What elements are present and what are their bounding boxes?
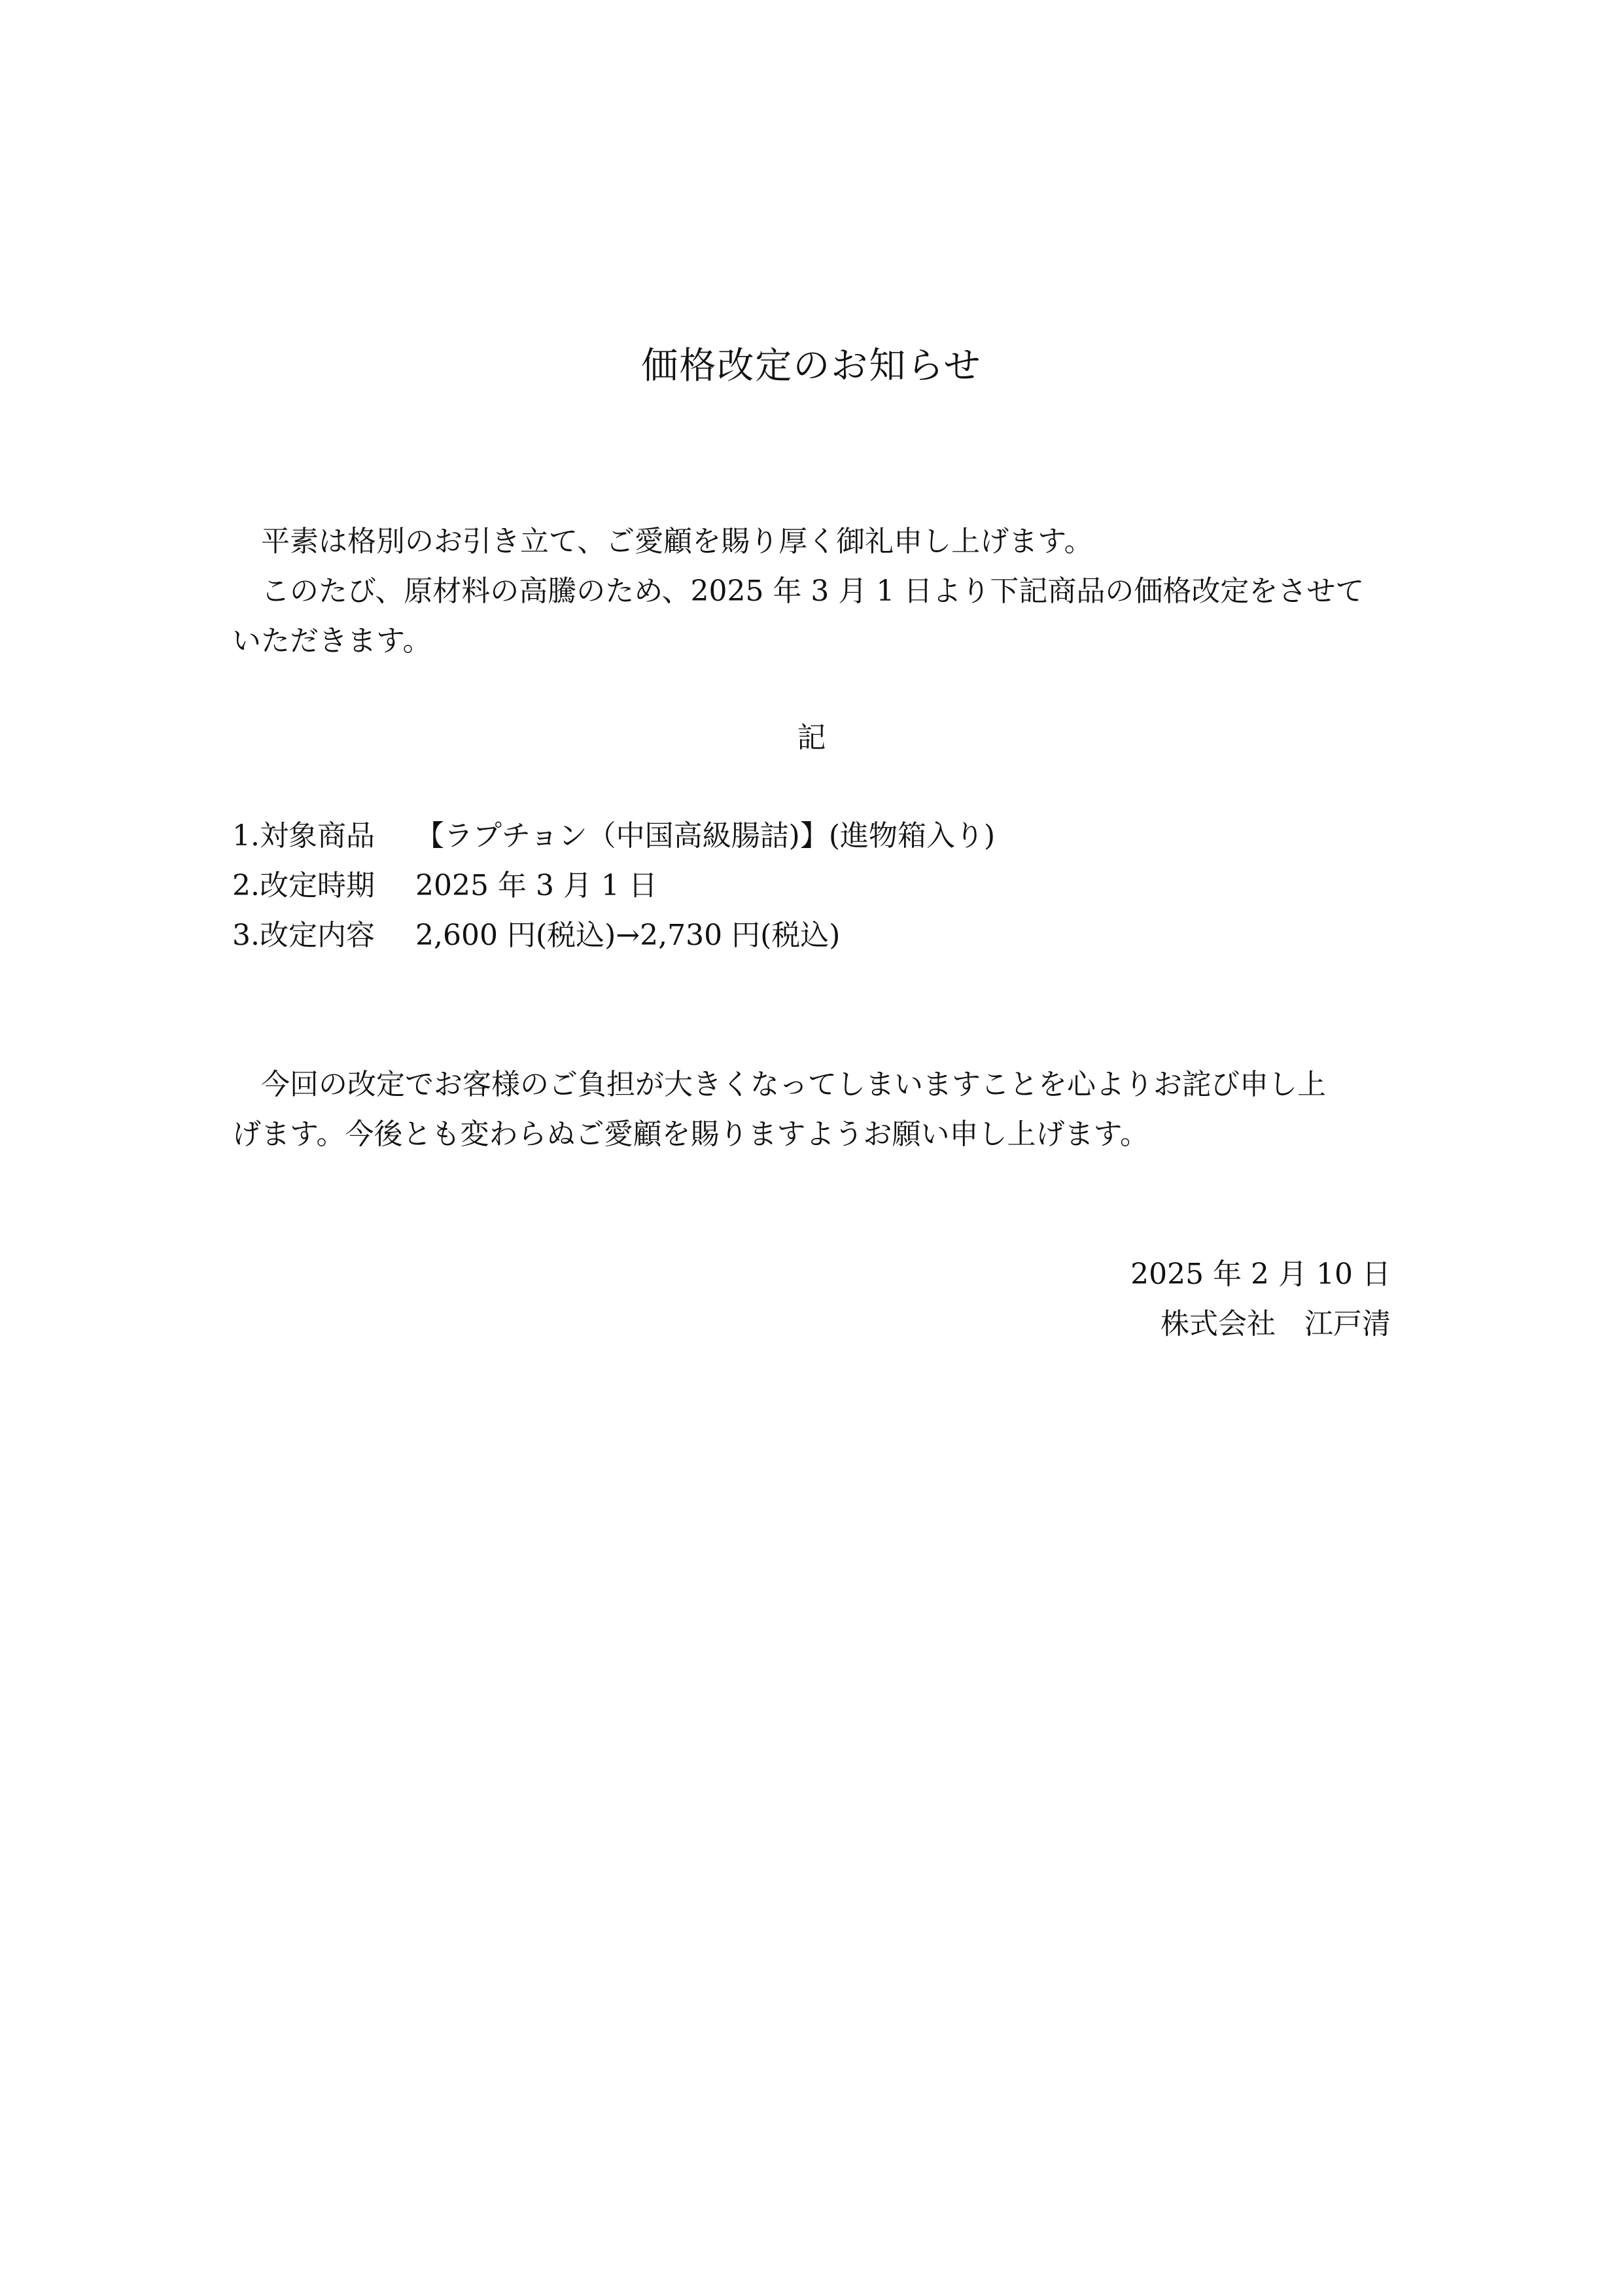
item-value: 【ラプチョン（中国高級腸詰)】(進物箱入り) [415,819,996,853]
issue-date: 2025 年 2 月 10 日 [1130,1258,1391,1291]
ki-heading: 記 [797,721,826,754]
item-label: 2.改定時期 [232,869,375,902]
item-value: 2,600 円(税込)→2,730 円(税込) [415,919,841,952]
closing-block [1130,1250,1391,1349]
apology-line: 今回の改定でお客様のご負担が大きくなってしまいますことを心よりお詫び申し上 [261,1068,1326,1101]
apology-paragraph [232,1060,1410,1159]
list-item [232,811,995,861]
greeting-paragraph [232,517,1410,666]
company-name: 株式会社 江戸清 [1161,1307,1391,1341]
greeting-line: このたび、原材料の高騰のため、2025 年 3 月 1 日より下記商品の価格改定をさせて [261,574,1365,608]
list-item [232,911,995,961]
apology-line: げます。今後とも変わらぬご愛顧を賜りますようお願い申し上げます。 [232,1118,1149,1151]
greeting-line: いただきます。 [232,624,432,658]
item-list [232,811,995,961]
item-label: 3.改定内容 [232,919,375,952]
greeting-line: 平素は格別のお引き立て、ご愛顧を賜り厚く御礼申し上げます。 [261,525,1093,558]
item-value: 2025 年 3 月 1 日 [415,869,657,902]
document-title: 価格改定のお知らせ [641,345,982,387]
list-item [232,861,995,911]
item-label: 1.対象商品 [232,819,375,853]
